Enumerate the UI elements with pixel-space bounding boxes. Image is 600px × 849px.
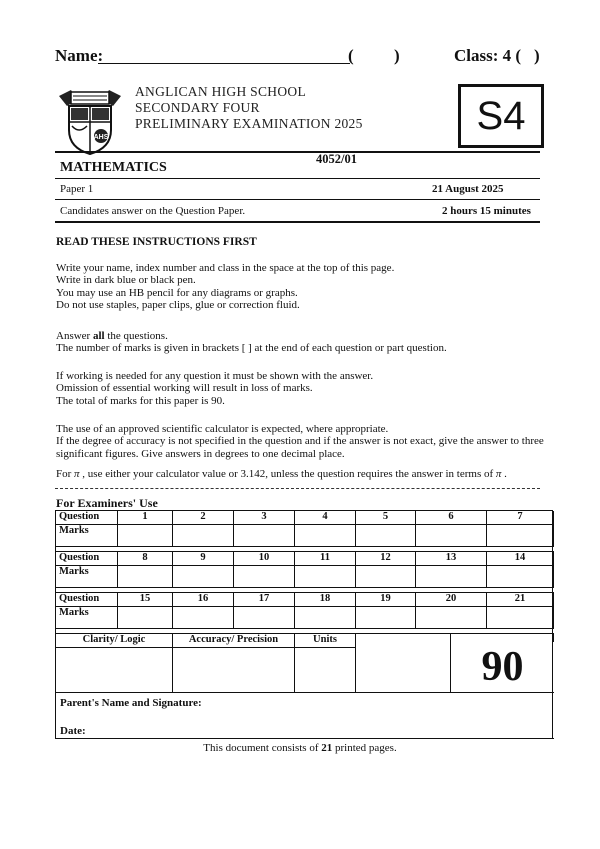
instruction-line: Do not use staples, paper clips, glue or correction fluid. xyxy=(56,299,300,312)
marks-cell[interactable] xyxy=(118,607,173,629)
exam-duration: 2 hours 15 minutes xyxy=(442,205,531,217)
examiners-table xyxy=(55,510,553,739)
page-count: 21 xyxy=(321,742,333,754)
index-paren-close: ) xyxy=(394,46,400,65)
school-crest-icon xyxy=(57,86,123,156)
marks-cell[interactable] xyxy=(118,525,173,547)
question-number: 5 xyxy=(356,511,416,525)
exam-date: 21 August 2025 xyxy=(432,183,504,195)
question-number: 17 xyxy=(234,593,295,607)
instruction-line: Write your name, index number and class in the space at the top of this page. xyxy=(56,262,395,274)
accuracy-header: Accuracy/ Precision xyxy=(173,634,295,648)
footer-text: This document consists of xyxy=(203,742,322,754)
paper-rule xyxy=(55,199,540,200)
instruction-line xyxy=(56,330,546,342)
instruction-line: If the degree of accuracy is not specified in the question and if the answer is not exact, give the answer to three significant figures. Give answers in degrees to one decimal place. xyxy=(56,435,544,460)
instructions-block-2 xyxy=(56,330,546,355)
question-number: 10 xyxy=(234,552,295,566)
question-number: 8 xyxy=(118,552,173,566)
units-cell[interactable] xyxy=(295,648,356,693)
parent-signature-label: Parent's Name and Signature: xyxy=(60,697,202,709)
index-paren-open: ( xyxy=(348,46,354,65)
marks-cell[interactable] xyxy=(416,607,487,629)
marks-label: Marks xyxy=(56,566,118,588)
instructions-block-4 xyxy=(56,423,546,460)
question-number: 3 xyxy=(234,511,295,525)
instruction-text: , use either your calculator value or 3.142, unless the question requires the answer in terms of xyxy=(79,468,496,480)
total-marks: 90 xyxy=(451,642,554,693)
marks-cell[interactable] xyxy=(356,607,416,629)
name-field[interactable] xyxy=(98,63,350,64)
question-number: 9 xyxy=(173,552,234,566)
question-number: 16 xyxy=(173,593,234,607)
marks-label: Marks xyxy=(56,607,118,629)
level-badge: S4 xyxy=(458,84,544,148)
instructions-pi-line xyxy=(56,468,546,480)
subject-rule xyxy=(55,178,540,179)
question-number: 15 xyxy=(118,593,173,607)
marks-cell[interactable] xyxy=(173,566,234,588)
paper-number: Paper 1 xyxy=(60,183,94,195)
instruction-emphasis: all xyxy=(92,330,105,342)
question-number: 7 xyxy=(487,511,554,525)
question-number: 21 xyxy=(487,593,554,607)
question-label: Question xyxy=(56,511,118,525)
footer-text: printed pages. xyxy=(332,742,397,754)
question-number: 19 xyxy=(356,593,416,607)
total-top xyxy=(451,634,554,642)
units-header: Units xyxy=(295,634,356,648)
class-label: Class: 4 ( xyxy=(454,46,522,65)
marks-cell[interactable] xyxy=(173,525,234,547)
instruction-line: Write in dark blue or black pen. xyxy=(56,274,196,287)
question-number: 13 xyxy=(416,552,487,566)
marks-cell[interactable] xyxy=(295,607,356,629)
accuracy-cell[interactable] xyxy=(173,648,295,693)
school-name: ANGLICAN HIGH SCHOOL xyxy=(135,84,306,99)
instruction-line: The total of marks for this paper is 90. xyxy=(56,394,225,407)
paper-bottom-rule xyxy=(55,221,540,223)
marks-cell[interactable] xyxy=(416,566,487,588)
marks-cell[interactable] xyxy=(487,525,554,547)
marks-label: Marks xyxy=(56,525,118,547)
instruction-line: The number of marks is given in brackets [ ] at the end of each question or part question. xyxy=(56,342,447,355)
page-count-note xyxy=(0,742,600,754)
school-level: SECONDARY FOUR xyxy=(135,100,260,115)
exam-name: PRELIMINARY EXAMINATION 2025 xyxy=(135,116,363,131)
crest-letters: AHS xyxy=(93,134,109,141)
paper-code: 4052/01 xyxy=(316,152,357,166)
question-number: 20 xyxy=(416,593,487,607)
question-number: 12 xyxy=(356,552,416,566)
dashed-divider xyxy=(55,488,540,489)
class-paren-close: ) xyxy=(534,46,540,65)
date-label: Date: xyxy=(60,725,86,737)
instruction-line: The use of an approved scientific calculator is expected, where appropriate. xyxy=(56,423,389,435)
instruction-line: Omission of essential working will result in loss of marks. xyxy=(56,382,313,395)
question-label: Question xyxy=(56,593,118,607)
instruction-line xyxy=(56,468,546,480)
question-number: 18 xyxy=(295,593,356,607)
examiners-title: For Examiners' Use xyxy=(56,496,158,510)
marks-cell[interactable] xyxy=(356,525,416,547)
marks-cell[interactable] xyxy=(234,566,295,588)
instructions-heading: READ THESE INSTRUCTIONS FIRST xyxy=(56,236,257,248)
instruction-line: You may use an HB pencil for any diagrams or graphs. xyxy=(56,286,298,299)
instruction-text: For xyxy=(56,468,75,480)
instructions-block-3 xyxy=(56,370,546,407)
marks-cell[interactable] xyxy=(295,525,356,547)
marks-cell[interactable] xyxy=(487,566,554,588)
instruction-line: If working is needed for any question it must be shown with the answer. xyxy=(56,370,374,382)
question-number: 2 xyxy=(173,511,234,525)
score-cell[interactable] xyxy=(356,634,451,693)
marks-cell[interactable] xyxy=(118,566,173,588)
marks-cell[interactable] xyxy=(416,525,487,547)
marks-cell[interactable] xyxy=(234,607,295,629)
header-rule xyxy=(55,151,540,153)
instruction-text: . xyxy=(501,468,507,480)
instructions-block-1 xyxy=(56,262,546,312)
question-number: 4 xyxy=(295,511,356,525)
subject-title: MATHEMATICS xyxy=(60,160,167,175)
school-heading xyxy=(135,84,363,132)
pi-symbol: π xyxy=(495,468,502,480)
question-number: 11 xyxy=(295,552,356,566)
marks-cell[interactable] xyxy=(173,607,234,629)
marks-cell[interactable] xyxy=(487,607,554,629)
clarity-cell[interactable] xyxy=(56,648,173,693)
instruction-text: Answer xyxy=(56,330,93,342)
question-number: 14 xyxy=(487,552,554,566)
marks-cell[interactable] xyxy=(234,525,295,547)
candidate-note: Candidates answer on the Question Paper. xyxy=(60,205,246,217)
marks-cell[interactable] xyxy=(295,566,356,588)
question-number: 6 xyxy=(416,511,487,525)
clarity-header: Clarity/ Logic xyxy=(56,634,173,648)
name-label: Name: xyxy=(55,46,104,65)
question-number: 1 xyxy=(118,511,173,525)
question-label: Question xyxy=(56,552,118,566)
pi-symbol: π xyxy=(74,468,80,480)
marks-cell[interactable] xyxy=(356,566,416,588)
instruction-text: the questions. xyxy=(104,330,168,342)
